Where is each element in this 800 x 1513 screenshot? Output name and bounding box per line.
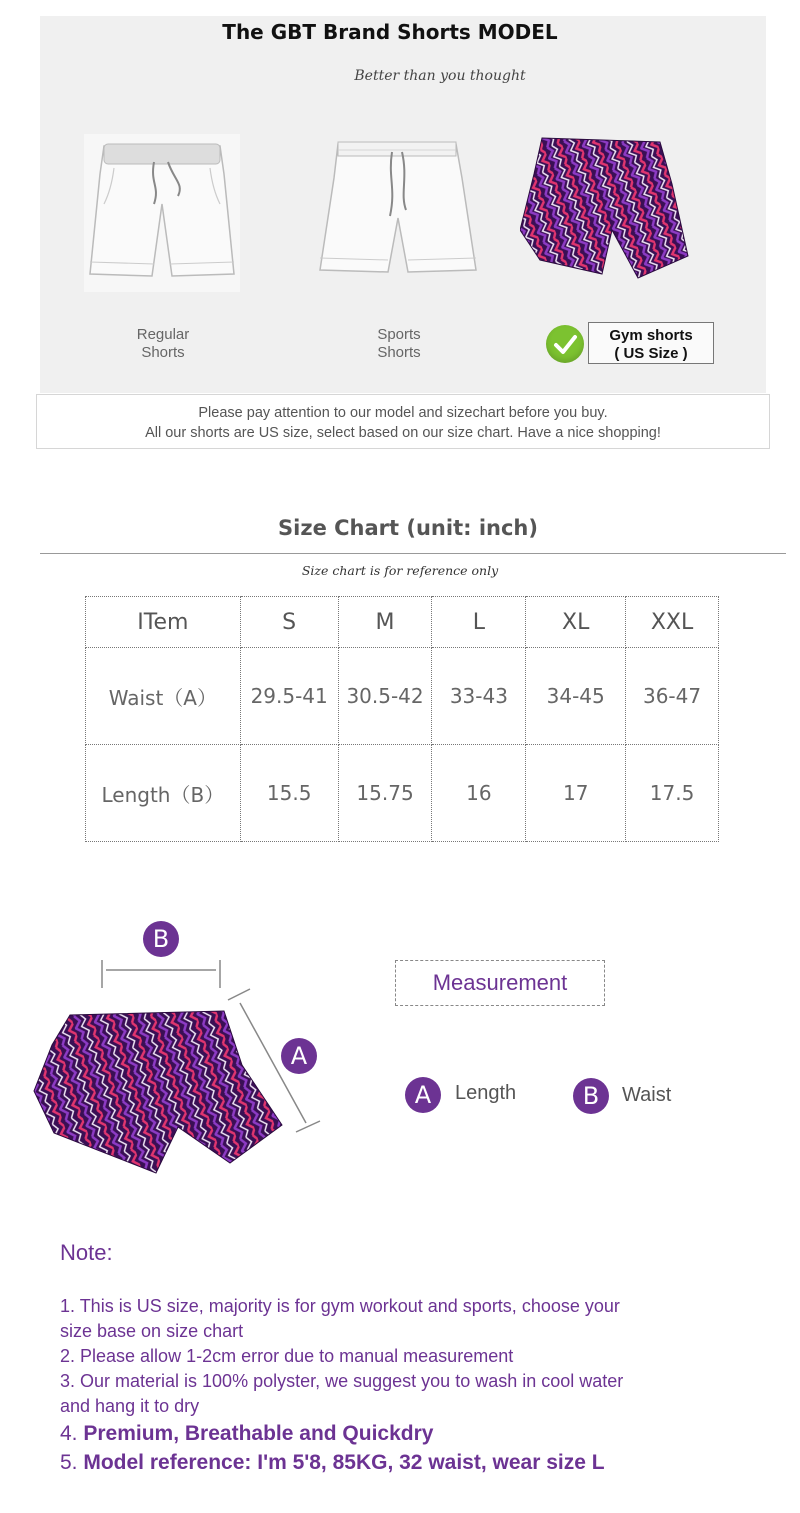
note-line-2: 2. Please allow 1-2cm error due to manual measurement bbox=[60, 1346, 514, 1366]
option-sports-line2: Shorts bbox=[377, 344, 421, 361]
notes-title: Note: bbox=[60, 1240, 113, 1265]
divider bbox=[40, 553, 786, 554]
table-cell: 15.75 bbox=[338, 745, 432, 842]
note-line-4 bbox=[60, 1419, 770, 1448]
measurement-heading: Measurement bbox=[395, 960, 605, 1006]
gym-shorts-photo bbox=[520, 134, 690, 284]
table-cell: 29.5-41 bbox=[240, 648, 338, 745]
size-chart-title: Size Chart (unit: inch) bbox=[278, 516, 538, 540]
option-gym-line2: ( US Size ) bbox=[614, 345, 688, 362]
note-5-number: 5. bbox=[60, 1451, 84, 1474]
legend-b-circle: B bbox=[573, 1078, 609, 1114]
table-cell: 15.5 bbox=[240, 745, 338, 842]
table-cell: 17.5 bbox=[626, 745, 719, 842]
note-line-3b: and hang it to dry bbox=[60, 1396, 200, 1416]
option-gym-selected[interactable] bbox=[588, 322, 714, 364]
legend-a-text: Length bbox=[455, 1082, 517, 1104]
model-title: The GBT Brand Shorts MODEL bbox=[222, 20, 558, 44]
table-cell: 34-45 bbox=[526, 648, 626, 745]
note-4-number: 4. bbox=[60, 1422, 84, 1445]
table-row bbox=[86, 648, 719, 745]
header-cell: L bbox=[432, 597, 526, 648]
table-cell: 30.5-42 bbox=[338, 648, 432, 745]
table-cell: 33-43 bbox=[432, 648, 526, 745]
option-gym-line1: Gym shorts bbox=[609, 327, 693, 344]
legend-a-circle: A bbox=[405, 1077, 441, 1113]
measurement-shorts-photo bbox=[30, 955, 330, 1185]
regular-shorts-illustration bbox=[84, 134, 240, 292]
header-cell: M bbox=[338, 597, 432, 648]
header-cell: XL bbox=[526, 597, 626, 648]
option-sports-label[interactable] bbox=[339, 326, 459, 362]
row-label: Waist（A） bbox=[86, 648, 241, 745]
legend-b-text: Waist bbox=[622, 1084, 672, 1106]
note-line-5 bbox=[60, 1448, 770, 1477]
model-subtitle: Better than you thought bbox=[354, 68, 526, 84]
table-row bbox=[86, 745, 719, 842]
table-cell: 17 bbox=[526, 745, 626, 842]
notice-line-2: All our shorts are US size, select based on our size chart. Have a nice shopping! bbox=[145, 425, 661, 441]
table-cell: 36-47 bbox=[626, 648, 719, 745]
checkmark-icon bbox=[546, 325, 584, 363]
header-cell: ITem bbox=[86, 597, 241, 648]
label-a-circle: A bbox=[281, 1038, 317, 1074]
sports-shorts-illustration bbox=[316, 138, 480, 280]
option-sports-line1: Sports bbox=[377, 326, 421, 343]
header-cell: XXL bbox=[626, 597, 719, 648]
notice-line-1: Please pay attention to our model and sizechart before you buy. bbox=[198, 405, 608, 421]
note-line-1a: 1. This is US size, majority is for gym workout and sports, choose your bbox=[60, 1296, 620, 1316]
label-b-circle: B bbox=[143, 921, 179, 957]
header-cell: S bbox=[240, 597, 338, 648]
row-label: Length（B） bbox=[86, 745, 241, 842]
notes-section bbox=[60, 1240, 770, 1477]
option-regular-label[interactable] bbox=[103, 326, 223, 362]
note-line-3a: 3. Our material is 100% polyster, we suggest you to wash in cool water bbox=[60, 1371, 624, 1391]
size-table-container bbox=[85, 596, 719, 836]
note-line-1b: size base on size chart bbox=[60, 1321, 244, 1341]
table-cell: 16 bbox=[432, 745, 526, 842]
note-4-text: Premium, Breathable and Quickdry bbox=[83, 1422, 434, 1445]
notice-box bbox=[36, 394, 770, 449]
table-header-row bbox=[86, 597, 719, 648]
option-regular-line2: Shorts bbox=[141, 344, 185, 361]
size-table bbox=[85, 596, 719, 842]
option-regular-line1: Regular bbox=[136, 326, 190, 343]
size-chart-subtitle: Size chart is for reference only bbox=[301, 563, 499, 578]
note-5-text: Model reference: I'm 5'8, 85KG, 32 waist, wear size L bbox=[83, 1451, 605, 1474]
